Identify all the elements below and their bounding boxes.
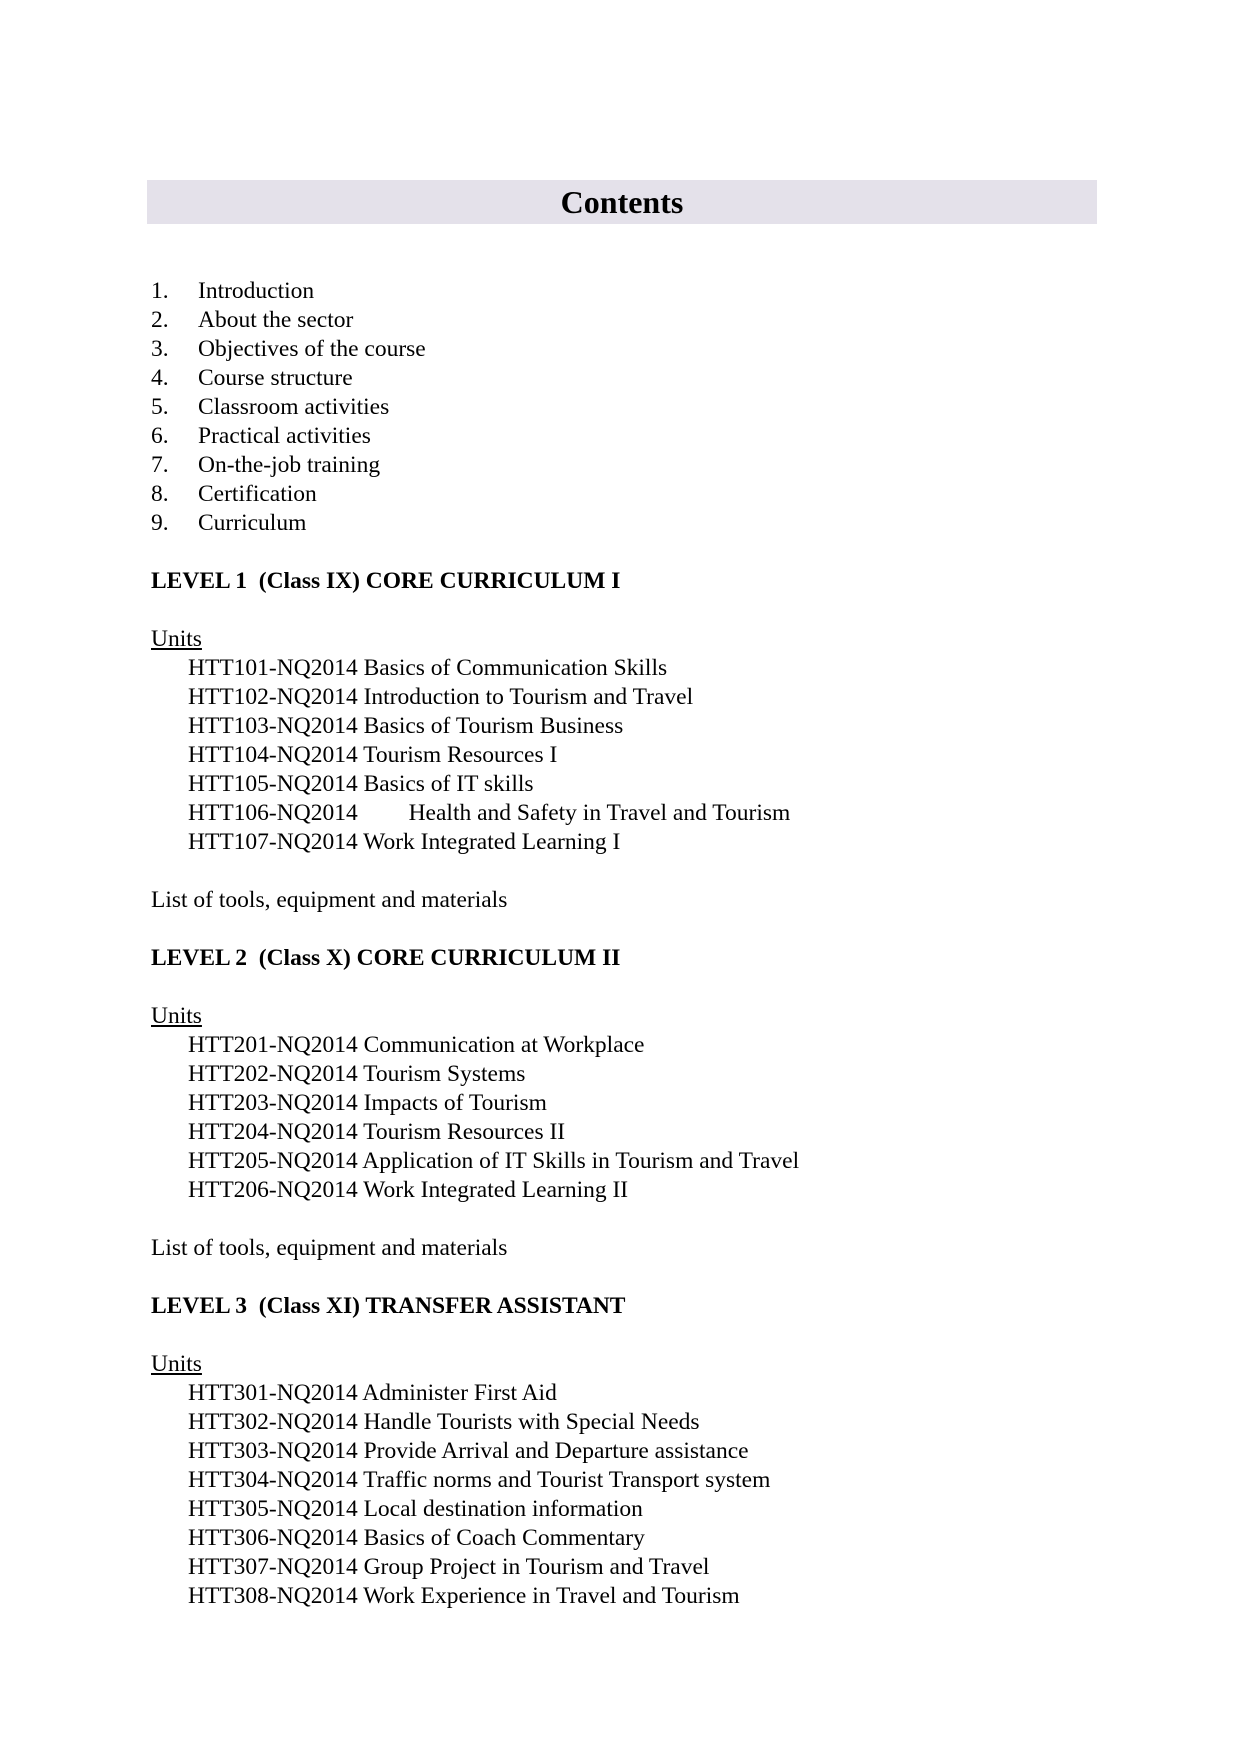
toc-item <box>151 335 1101 364</box>
unit-item <box>151 1524 1101 1553</box>
unit-code: HTT308-NQ2014 <box>188 1583 358 1609</box>
unit-code: HTT305-NQ2014 <box>188 1496 358 1522</box>
unit-title: Work Experience in Travel and Tourism <box>363 1583 740 1609</box>
unit-code: HTT304-NQ2014 <box>188 1467 358 1493</box>
unit-code: HTT106-NQ2014 <box>188 800 358 826</box>
unit-title: Handle Tourists with Special Needs <box>363 1409 700 1435</box>
toc-item <box>151 277 1101 306</box>
unit-item <box>151 683 1101 712</box>
contents-title-bar <box>147 180 1097 224</box>
unit-item <box>151 1031 1101 1060</box>
toc-item <box>151 451 1101 480</box>
toc-item-label: Practical activities <box>198 423 371 449</box>
unit-item <box>151 1437 1101 1466</box>
unit-title: Provide Arrival and Departure assistance <box>363 1438 749 1464</box>
level-2-heading: LEVEL 2 (Class X) CORE CURRICULUM II <box>151 945 621 971</box>
unit-title: Communication at Workplace <box>363 1032 645 1058</box>
unit-title: Work Integrated Learning I <box>363 829 621 855</box>
unit-code: HTT104-NQ2014 <box>188 742 358 768</box>
unit-title: Basics of Communication Skills <box>363 655 668 681</box>
unit-title: Group Project in Tourism and Travel <box>363 1554 710 1580</box>
unit-title: Basics of Tourism Business <box>363 713 624 739</box>
unit-code: HTT301-NQ2014 <box>188 1380 358 1406</box>
unit-title: Traffic norms and Tourist Transport system <box>363 1467 771 1493</box>
unit-title: Administer First Aid <box>362 1380 557 1406</box>
unit-item <box>151 799 1101 828</box>
toc-item-label: On-the-job training <box>198 452 381 478</box>
unit-code: HTT306-NQ2014 <box>188 1525 358 1551</box>
toc-item <box>151 306 1101 335</box>
units-label: Units <box>151 626 202 652</box>
unit-title: Tourism Resources I <box>363 742 558 768</box>
unit-title: Basics of IT skills <box>363 771 534 797</box>
unit-item <box>151 1379 1101 1408</box>
toc-item <box>151 393 1101 422</box>
unit-item <box>151 1582 1101 1611</box>
unit-item <box>151 1553 1101 1582</box>
unit-title: Health and Safety in Travel and Tourism <box>408 800 791 826</box>
toc-item-label: Certification <box>198 481 317 507</box>
contents-body <box>151 277 1101 1611</box>
toc-item-number: 2. <box>151 307 169 333</box>
unit-item <box>151 1147 1101 1176</box>
unit-item <box>151 1495 1101 1524</box>
unit-code: HTT102-NQ2014 <box>188 684 358 710</box>
tools-equipment-line: List of tools, equipment and materials <box>151 1235 508 1261</box>
toc-item-number: 5. <box>151 394 169 420</box>
unit-title: Impacts of Tourism <box>363 1090 547 1116</box>
toc-item <box>151 480 1101 509</box>
unit-item <box>151 1466 1101 1495</box>
unit-title: Local destination information <box>363 1496 643 1522</box>
level-3-heading: LEVEL 3 (Class XI) TRANSFER ASSISTANT <box>151 1293 626 1319</box>
unit-code: HTT205-NQ2014 <box>188 1148 358 1174</box>
unit-code: HTT307-NQ2014 <box>188 1554 358 1580</box>
unit-item <box>151 1408 1101 1437</box>
unit-code: HTT302-NQ2014 <box>188 1409 358 1435</box>
page-title: Contents <box>560 184 684 220</box>
level-2-unit-list <box>151 1031 1101 1205</box>
toc-item-label: Objectives of the course <box>198 336 426 362</box>
level-1-heading: LEVEL 1 (Class IX) CORE CURRICULUM I <box>151 568 621 594</box>
unit-item <box>151 654 1101 683</box>
unit-item <box>151 741 1101 770</box>
toc-item-label: Course structure <box>198 365 353 391</box>
unit-code: HTT204-NQ2014 <box>188 1119 358 1145</box>
units-label: Units <box>151 1351 202 1377</box>
unit-code: HTT303-NQ2014 <box>188 1438 358 1464</box>
unit-title: Introduction to Tourism and Travel <box>363 684 694 710</box>
toc-item-number: 1. <box>151 278 169 304</box>
unit-code: HTT107-NQ2014 <box>188 829 358 855</box>
unit-item <box>151 770 1101 799</box>
unit-title: Application of IT Skills in Tourism and Travel <box>362 1148 800 1174</box>
toc-item <box>151 422 1101 451</box>
toc-list <box>151 277 1101 538</box>
toc-item-number: 6. <box>151 423 169 449</box>
toc-item-number: 7. <box>151 452 169 478</box>
level-3-unit-list <box>151 1379 1101 1611</box>
toc-item-label: Introduction <box>198 278 315 304</box>
toc-item <box>151 509 1101 538</box>
unit-item <box>151 1176 1101 1205</box>
toc-item-number: 3. <box>151 336 169 362</box>
toc-item-number: 8. <box>151 481 169 507</box>
unit-code: HTT101-NQ2014 <box>188 655 358 681</box>
unit-code: HTT202-NQ2014 <box>188 1061 358 1087</box>
toc-item-label: Classroom activities <box>198 394 390 420</box>
toc-item-label: About the sector <box>198 307 354 333</box>
tools-equipment-line: List of tools, equipment and materials <box>151 887 508 913</box>
unit-item <box>151 828 1101 857</box>
unit-code: HTT105-NQ2014 <box>188 771 358 797</box>
unit-item <box>151 1118 1101 1147</box>
units-label: Units <box>151 1003 202 1029</box>
unit-code: HTT201-NQ2014 <box>188 1032 358 1058</box>
unit-code: HTT206-NQ2014 <box>188 1177 358 1203</box>
unit-item <box>151 1089 1101 1118</box>
unit-title: Basics of Coach Commentary <box>363 1525 645 1551</box>
toc-item-label: Curriculum <box>198 510 307 536</box>
unit-title: Work Integrated Learning II <box>363 1177 629 1203</box>
unit-item <box>151 1060 1101 1089</box>
toc-item-number: 4. <box>151 365 169 391</box>
unit-code: HTT203-NQ2014 <box>188 1090 358 1116</box>
toc-item-number: 9. <box>151 510 169 536</box>
level-1-unit-list <box>151 654 1101 857</box>
unit-title: Tourism Systems <box>363 1061 526 1087</box>
unit-code: HTT103-NQ2014 <box>188 713 358 739</box>
unit-title: Tourism Resources II <box>363 1119 566 1145</box>
toc-item <box>151 364 1101 393</box>
unit-item <box>151 712 1101 741</box>
